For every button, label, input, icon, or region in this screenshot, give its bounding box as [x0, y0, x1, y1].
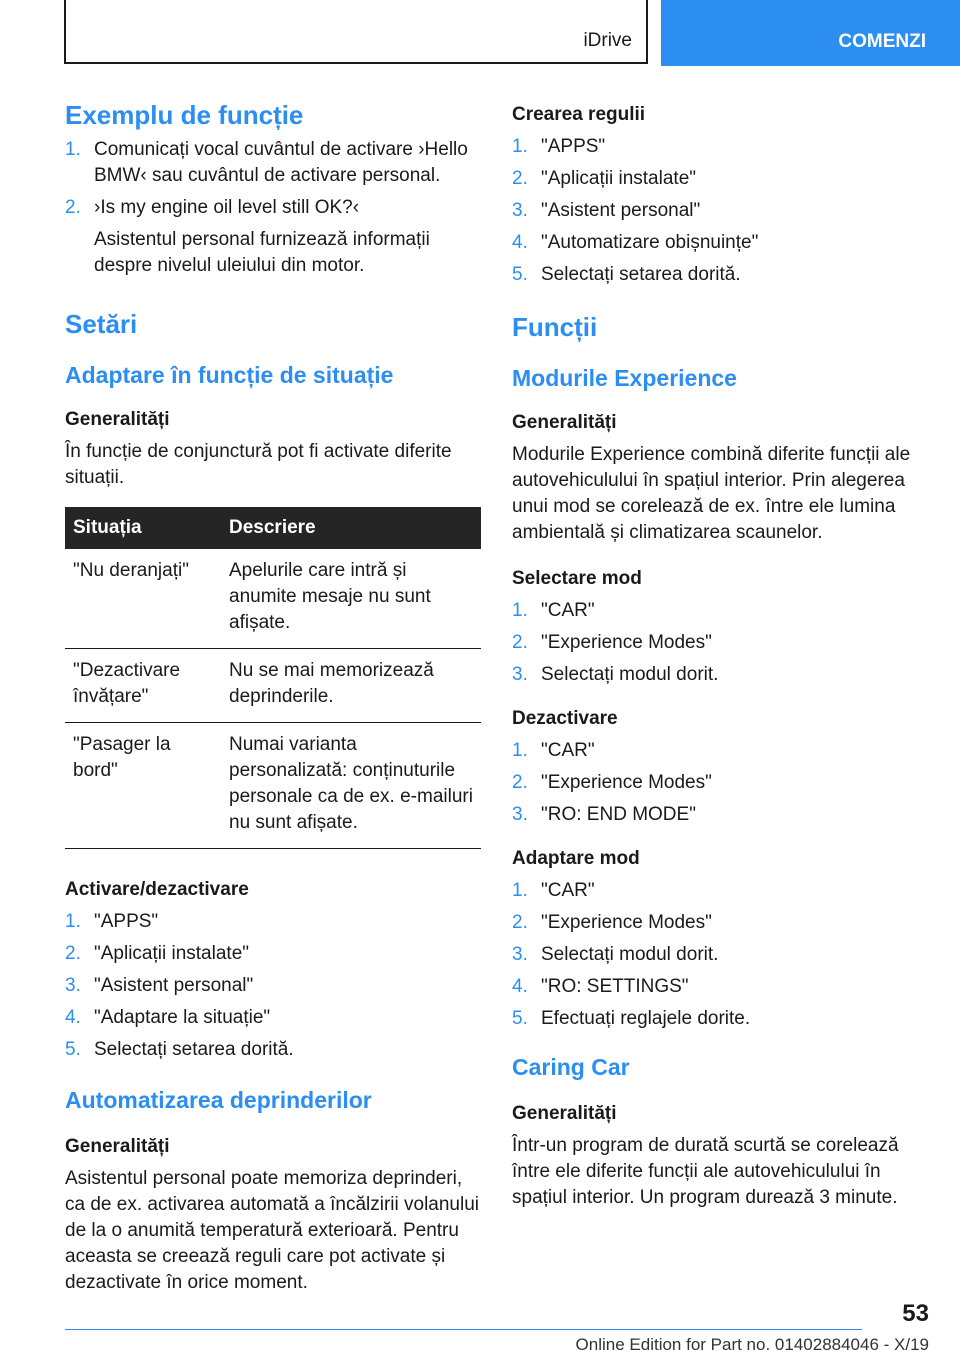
step-number: 2.	[65, 197, 81, 218]
caring-general-label: Generalități	[512, 1103, 617, 1124]
list-item	[512, 802, 922, 828]
table-cell: "Dezactivare învățare"	[65, 649, 221, 723]
deactivate-steps	[512, 738, 922, 828]
step-number: 2.	[65, 943, 81, 964]
step-text: "Aplicații instalate"	[541, 168, 697, 189]
left-column	[65, 100, 481, 1312]
step-text: Selectați modul dorit.	[541, 944, 719, 965]
experience-text: Modurile Experience combină diferite funcții ale autovehiculului în spațiul interior. Prin alegerea unui mod se corelează de ex. între ele lumina ambientală și climatizarea scaunelor.	[512, 444, 911, 543]
step-text: "Experience Modes"	[541, 772, 712, 793]
table-header: Situația	[65, 507, 221, 549]
step-number: 3.	[512, 200, 528, 221]
adjust-steps	[512, 878, 922, 1032]
table-cell: Apelurile care intră și anumite mesaje nu sunt afișate.	[221, 549, 481, 649]
adjust-label: Adaptare mod	[512, 848, 640, 869]
example-note: Asistentul personal furnizează informații despre nivelul uleiului din motor.	[94, 229, 430, 276]
list-item	[512, 166, 922, 192]
list-item	[512, 662, 922, 688]
step-text: Efectuați reglajele dorite.	[541, 1008, 751, 1029]
list-item	[65, 973, 481, 999]
habits-general-label: Generalități	[65, 1136, 170, 1157]
step-text: Selectați setarea dorită.	[94, 1039, 294, 1060]
table-cell: Nu se mai memorizează deprinderile.	[221, 649, 481, 723]
list-item	[512, 974, 922, 1000]
section-tab: iDrive	[64, 0, 648, 64]
step-text: "Asistent personal"	[94, 975, 254, 996]
step-number: 4.	[512, 976, 528, 997]
caring-heading: Caring Car	[512, 1054, 630, 1080]
step-text: "Automatizare obișnuințe"	[541, 232, 759, 253]
step-number: 3.	[65, 975, 81, 996]
step-number: 1.	[512, 136, 528, 157]
list-item	[512, 910, 922, 936]
step-text: "RO: SETTINGS"	[541, 976, 689, 997]
list-item	[65, 1005, 481, 1031]
table-cell: Numai varianta personalizată: conținuturile personale ca de ex. e-mailuri nu sunt afișate.	[221, 723, 481, 849]
step-text: "RO: END MODE"	[541, 804, 696, 825]
step-text: Selectați modul dorit.	[541, 664, 719, 685]
step-number: 2.	[512, 772, 528, 793]
select-label: Selectare mod	[512, 568, 642, 589]
list-item	[512, 942, 922, 968]
right-column	[512, 104, 922, 1227]
table-header-row	[65, 507, 481, 549]
step-text: "Experience Modes"	[541, 912, 712, 933]
table-row	[65, 649, 481, 723]
step-text: "Aplicații instalate"	[94, 943, 250, 964]
list-item	[512, 262, 922, 288]
step-text: "CAR"	[541, 600, 595, 621]
adapt-intro: În funcție de conjunctură pot fi activate diferite situații.	[65, 441, 452, 488]
step-number: 5.	[65, 1039, 81, 1060]
list-item	[512, 1006, 922, 1032]
example-heading: Exemplu de funcție	[65, 100, 304, 130]
step-text: "Experience Modes"	[541, 632, 712, 653]
step-number: 1.	[512, 880, 528, 901]
step-number: 1.	[65, 139, 81, 160]
step-number: 4.	[512, 232, 528, 253]
step-number: 1.	[512, 740, 528, 761]
list-item	[65, 137, 481, 189]
habits-heading: Automatizarea deprinderilor	[65, 1087, 372, 1113]
list-item	[65, 1037, 481, 1063]
habits-text: Asistentul personal poate memoriza deprinderi, ca de ex. activarea automată a încălzirii volanului de la o anumită temperatură exterioară. Pentru aceasta se creează reguli care pot activate și dezactivate în orice moment.	[65, 1168, 480, 1293]
deactivate-label: Dezactivare	[512, 708, 618, 729]
step-text: Comunicați vocal cuvântul de activare ›Hello BMW‹ sau cuvântul de activare personal.	[94, 139, 468, 186]
activation-label: Activare/dezactivare	[65, 879, 249, 900]
list-item	[512, 770, 922, 796]
page-number: 53	[902, 1300, 929, 1327]
step-number: 1.	[512, 600, 528, 621]
step-number: 1.	[65, 911, 81, 932]
adapt-heading: Adaptare în funcție de situație	[65, 362, 394, 388]
step-number: 3.	[512, 804, 528, 825]
step-number: 2.	[512, 632, 528, 653]
activation-steps	[65, 909, 481, 1063]
table-row	[65, 723, 481, 849]
table-cell: "Nu deranjați"	[65, 549, 221, 649]
table-cell: "Pasager la bord"	[65, 723, 221, 849]
list-item	[512, 738, 922, 764]
step-text: "APPS"	[94, 911, 159, 932]
step-text: "CAR"	[541, 880, 595, 901]
functions-heading: Funcții	[512, 312, 598, 342]
list-item	[512, 198, 922, 224]
chapter-tab: COMENZI	[661, 0, 960, 66]
rule-steps	[512, 134, 922, 288]
experience-heading: Modurile Experience	[512, 365, 737, 391]
step-number: 5.	[512, 1008, 528, 1029]
step-number: 4.	[65, 1007, 81, 1028]
step-text: Selectați setarea dorită.	[541, 264, 741, 285]
list-item	[512, 878, 922, 904]
list-item	[512, 630, 922, 656]
caring-text: Într-un program de durată scurtă se corelează între ele diferite funcții ale autovehiculului în spațiul interior. Un program durează 3 minute.	[512, 1135, 899, 1208]
step-number: 5.	[512, 264, 528, 285]
settings-heading: Setări	[65, 309, 138, 339]
experience-general-label: Generalități	[512, 412, 617, 433]
example-steps	[65, 137, 481, 221]
top-bar	[0, 0, 960, 66]
table-row	[65, 549, 481, 649]
step-number: 3.	[512, 944, 528, 965]
list-item	[65, 195, 481, 221]
table-header: Descriere	[221, 507, 481, 549]
general-label: Generalități	[65, 409, 170, 430]
step-text: ›Is my engine oil level still OK?‹	[94, 197, 360, 218]
step-text: "CAR"	[541, 740, 595, 761]
list-item	[512, 598, 922, 624]
list-item	[65, 909, 481, 935]
step-text: "Asistent personal"	[541, 200, 701, 221]
rule-label: Crearea regulii	[512, 104, 646, 125]
footer-divider	[65, 1329, 862, 1330]
select-steps	[512, 598, 922, 688]
edition-footer: Online Edition for Part no. 01402884046 - X/19	[575, 1335, 929, 1354]
list-item	[512, 230, 922, 256]
step-number: 2.	[512, 168, 528, 189]
list-item	[512, 134, 922, 160]
step-text: "Adaptare la situație"	[94, 1007, 271, 1028]
situations-table	[65, 507, 481, 849]
list-item	[65, 941, 481, 967]
step-text: "APPS"	[541, 136, 606, 157]
step-number: 2.	[512, 912, 528, 933]
step-number: 3.	[512, 664, 528, 685]
